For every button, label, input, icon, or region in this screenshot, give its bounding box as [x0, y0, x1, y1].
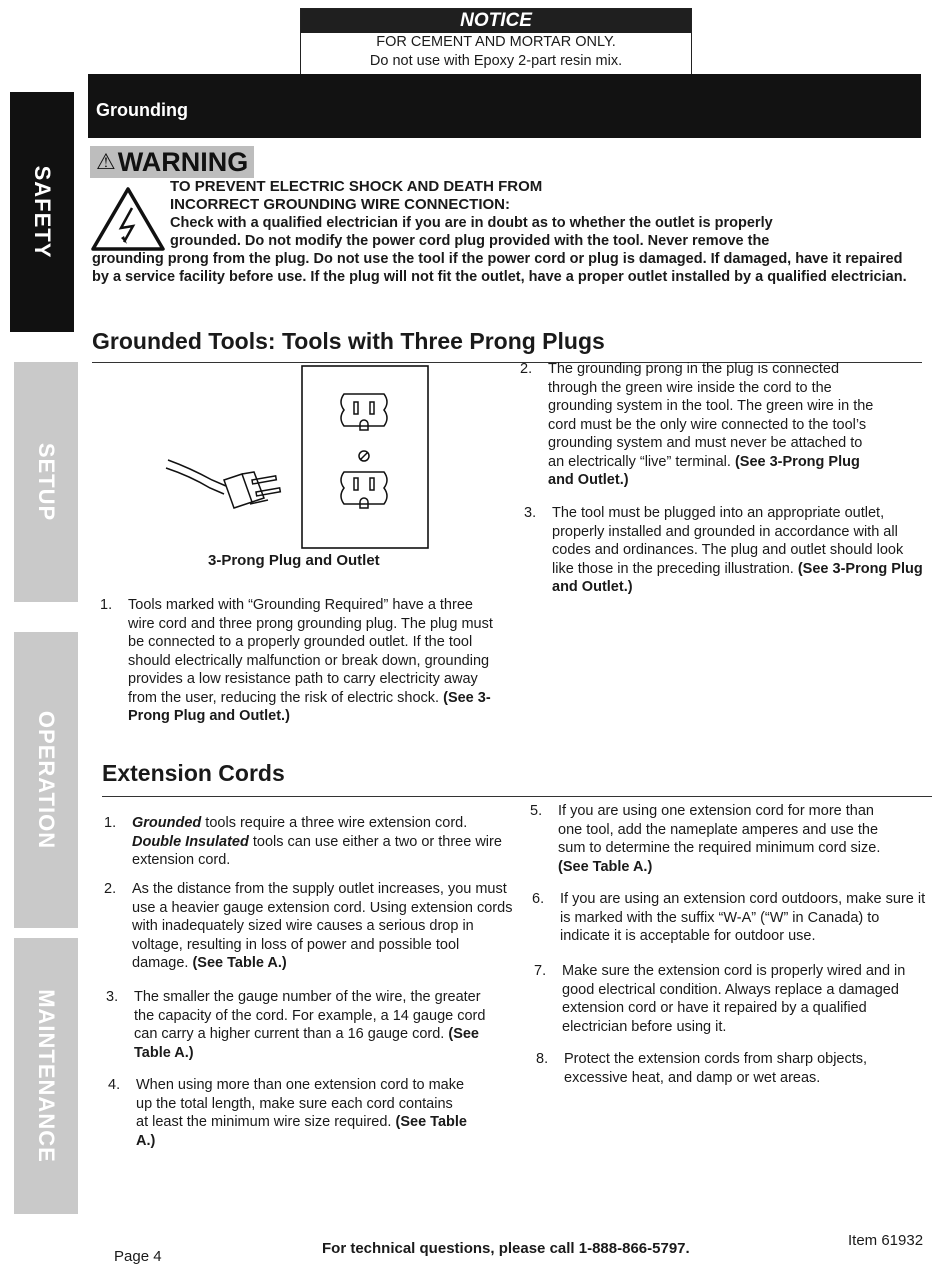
tab-safety[interactable] [10, 92, 74, 332]
item-body [132, 880, 514, 973]
figure-caption: 3-Prong Plug and Outlet [208, 552, 380, 569]
list-item [104, 880, 514, 973]
item-text: Make sure the extension cord is properly wired and in good electrical condition. Always replace a damaged extension cord or have it repaired by a qualified electrician before using it. [562, 963, 906, 1035]
item-text: If you are using an extension cord outdoors, make sure it is marked with the suffix “W-A” (“W” in Canada) to indicate it is acceptable for outdoor use. [560, 891, 926, 944]
item-body [562, 962, 914, 1036]
warning-text-line-1: Check with a qualified electrician if you are in doubt as to whether the outlet is properly [170, 215, 773, 231]
section-header-bar [88, 74, 921, 138]
electric-shock-warning-icon [90, 186, 166, 252]
item-body [560, 890, 932, 946]
page-number: Page 4 [114, 1248, 162, 1265]
extension-cords-heading: Extension Cords [102, 760, 285, 786]
list-item [536, 1050, 906, 1087]
heading-divider [102, 796, 932, 797]
item-body [548, 360, 880, 490]
item-number: 1. [104, 815, 117, 831]
warning-heading-line-2: INCORRECT GROUNDING WIRE CONNECTION: [170, 196, 510, 213]
item-reference: (See 3-Prong Plug and Outlet.) [128, 689, 491, 724]
item-number: 3. [106, 989, 119, 1005]
notice-box [300, 8, 692, 76]
item-number: 6. [532, 891, 545, 907]
warning-text: grounding prong from the plug. Do not use the tool if the power cord or plug is damaged. If damaged, have it repaired by a service facility before use. If the plug will not fit the outlet, have a proper outlet installed by a qualified electrician. [92, 251, 907, 285]
item-number: 8. [536, 1051, 549, 1067]
item-reference: (See Table A.) [192, 955, 287, 971]
item-body [134, 988, 486, 1062]
item-reference: (See Table A.) [136, 1114, 467, 1149]
warning-text-line-2: grounded. Do not modify the power cord plug provided with the tool. Never remove the [170, 233, 770, 249]
item-text: The smaller the gauge number of the wire, the greater the capacity of the cord. For example, a 14 gauge cord can carry a higher current than a 16 gauge cord. [134, 989, 486, 1042]
item-number: 5. [530, 803, 543, 819]
notice-line-2: Do not use with Epoxy 2-part resin mix. [369, 53, 623, 69]
tab-maintenance[interactable] [14, 938, 78, 1214]
item-number: 2. [104, 881, 117, 897]
tab-safety-label: SAFETY [30, 165, 55, 259]
footer-contact: For technical questions, please call 1-888-866-5797. [322, 1240, 690, 1257]
grounded-tools-heading: Grounded Tools: Tools with Three Prong Plugs [92, 328, 605, 354]
item-number: 2. [520, 361, 533, 377]
item-number: 7. [534, 963, 547, 979]
item-text: As the distance from the supply outlet increases, you must use a heavier gauge extension cord. Using extension cords with inadequately sized wire causes a serious drop in voltage, resulting in loss of power and possible tool damage. [132, 881, 513, 971]
list-item [108, 1076, 468, 1150]
tab-setup[interactable] [14, 362, 78, 602]
item-text: tools require a three wire extension cord. [201, 815, 468, 831]
item-reference: (See 3-Prong Plug and Outlet.) [548, 453, 860, 488]
item-body [552, 504, 924, 597]
list-item [100, 596, 500, 726]
list-item [520, 360, 880, 490]
item-text: If you are using one extension cord for more than one tool, add the nameplate amperes and use the sum to determine the required minimum cord size. [558, 803, 881, 856]
item-body [558, 802, 890, 876]
notice-line-1: FOR CEMENT AND MORTAR ONLY. [376, 34, 616, 50]
double-insulated-term: Double Insulated [132, 833, 249, 850]
warning-small-icon: ⚠ [96, 149, 116, 174]
section-title: Grounding [96, 100, 188, 120]
list-item [530, 802, 890, 876]
list-item [534, 962, 914, 1036]
item-text: Tools marked with “Grounding Required” have a three wire cord and three prong grounding plug. The plug must be connected to a properly grounded outlet. If the tool should electrically malfunction or break down, grounding provides a low resistance path to carry electricity away from the user, reducing the risk of electric shock. [128, 597, 493, 706]
item-number: 1. [100, 597, 113, 613]
list-item [106, 988, 486, 1062]
item-number: 4. [108, 1077, 121, 1093]
item-number: 3. [524, 505, 537, 521]
item-reference: (See Table A.) [134, 1026, 479, 1061]
item-text: Protect the extension cords from sharp objects, excessive heat, and damp or wet areas. [564, 1051, 868, 1086]
tab-operation-label: OPERATION [34, 710, 59, 850]
item-body [564, 1050, 906, 1087]
list-item [524, 504, 924, 597]
warning-badge [90, 146, 254, 178]
tab-setup-label: SETUP [34, 442, 59, 522]
tab-operation[interactable] [14, 632, 78, 928]
grounded-term: Grounded [132, 815, 202, 831]
item-number-label: Item 61932 [848, 1232, 924, 1249]
item-body [132, 814, 514, 870]
item-reference: (See Table A.) [558, 858, 653, 875]
item-text: When using more than one extension cord to make up the total length, make sure each cord contains at least the minimum wire size required. [136, 1077, 465, 1130]
notice-title: NOTICE [301, 9, 691, 33]
warning-text-indented [170, 214, 890, 250]
item-text: tools can use either a two or three wire extension cord. [132, 833, 502, 868]
warning-heading [170, 178, 610, 214]
item-reference: (See 3-Prong Plug and Outlet.) [552, 560, 923, 595]
three-prong-plug-and-outlet-illustration [160, 364, 440, 552]
warning-label: WARNING [117, 147, 249, 177]
list-item [104, 814, 514, 870]
item-body [136, 1076, 468, 1150]
list-item [532, 890, 932, 946]
item-text: The tool must be plugged into an appropriate outlet, properly installed and grounded in accordance with all codes and ordinances. The plug and outlet should look like those in the preceding illustration. [552, 505, 904, 577]
item-body [128, 596, 500, 726]
warning-heading-line-1: TO PREVENT ELECTRIC SHOCK AND DEATH FROM [170, 178, 543, 195]
tab-maintenance-label: MAINTENANCE [34, 989, 59, 1163]
item-text: The grounding prong in the plug is connected through the green wire inside the cord to the grounding system in the tool. The green wire in the cord must be the only wire connected to the tool’s grounding system and must never be attached to an electrically “live” terminal. [548, 361, 874, 470]
